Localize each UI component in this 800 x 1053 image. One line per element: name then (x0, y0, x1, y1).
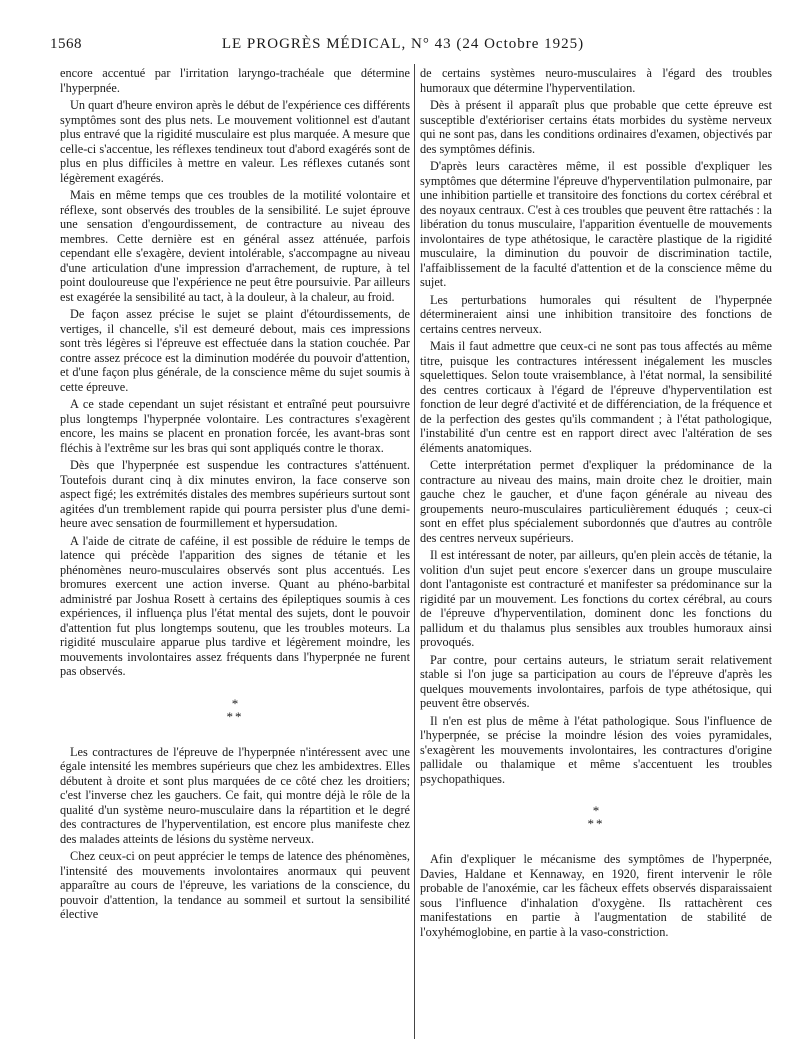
paragraph: Mais en même temps que ces troubles de la motilité volontaire et réflexe, sont observés des troubles de la sensibilité. Le sujet éprouve une sensation d'engourdissement, de contracture au niveau des membres. Cette dernière est en général assez atténuée, parfois cependant elle s'exagère, devient intolérable, s'accompagne au niveau d'une articulation d'une impression d'arrachement, de rupture, à tel point douloureuse que l'expérience ne peut être poursuivie. Par ailleurs est exagérée la sensibilité au tact, à la douleur, à la chaleur, au froid. (60, 188, 410, 304)
page-number: 1568 (50, 36, 82, 52)
paragraph: De façon assez précise le sujet se plaint d'étourdissements, de vertiges, il chancelle, s'il est demeuré debout, mais ces impressions sont très légères si l'épreuve est effectuée dans la station couchée. Par contre assez précoce est la diminution modérée du pouvoir d'attention, et d'une façon plus générale, de la conscience même du sujet soumis à cette épreuve. (60, 307, 410, 394)
paragraph: Par contre, pour certains auteurs, le striatum serait relativement stable si l'on juge sa participation au cours de l'épreuve d'après les quelques mouvements involontaires, parfois de type athétosique, qui peuvent être observés. (420, 652, 772, 710)
paragraph: Il est intéressant de noter, par ailleurs, qu'en plein accès de tétanie, la volition d'un sujet peut encore s'exercer dans un groupe musculaire dont l'antagoniste est contracturé et manifester sa prédominance sur la rigidité par un mouvement. Les fonctions du cortex cérébral, au cours de l'épreuve d'hyperventilation, dominent donc les fonctions du pallidum et du thalamus plus sensibles aux troubles humoraux ainsi provoqués. (420, 548, 772, 649)
paragraph: Il n'en est plus de même à l'état pathologique. Sous l'influence de l'hyperpnée, se précise la moindre lésion des voies pyramidales, s'exagèrent les mouvements involontaires, les contractures d'origine pallidale ou thalamique et même s'accentuent les troubles psychopathiques. (420, 713, 772, 786)
paragraph: Dès que l'hyperpnée est suspendue les contractures s'atténuent. Toutefois durant cinq à dix minutes environ, la face conserve son aspect figé; les extrémités distales des membres supérieurs surtout sont agitées d'un tremblement rapide qui pourra persister plus d'une demi-heure avec sensation de fourmillement et hypersudation. (60, 458, 410, 530)
right-column (420, 66, 772, 1046)
paragraph: Afin d'expliquer le mécanisme des symptômes de l'hyperpnée, Davies, Haldane et Kennaway, en 1920, firent intervenir le rôle probable de l'anoxémie, car les fâcheux effets observés disparaissaient sous l'influence d'inhalation d'oxygène. Ils rattachèrent ces manifestations en partie à l'augmentation de stabilité de l'oxyhémoglobine, en partie à la vaso-constriction. (420, 852, 772, 939)
paragraph: de certains systèmes neuro-musculaires à l'égard des troubles humoraux que détermine l'hyperventilation. (420, 66, 772, 95)
asterisk-bottom: ** (226, 708, 244, 724)
paragraph: Les contractures de l'épreuve de l'hyperpnée n'intéressent avec une égale intensité les membres supérieurs que chez les ambidextres. Elles débutent à droite et sont plus marquées de ce côté chez les droitiers; c'est l'inverse chez les gauchers. Ce fait, qui montre déjà le rôle de la qualité d'un système neuro-musculaire dans la répartition et le degré des contractures de l'hyperventilation, est encore plus manifeste chez des malades atteints de lésions du système nerveux. (60, 744, 410, 846)
paragraph: Un quart d'heure environ après le début de l'expérience ces différents symptômes sont des plus nets. Le mouvement volitionnel est d'autant plus entravé que la rigidité musculaire est plus marquée. A mesure que celle-ci s'accentue, les réflexes tendineux tout d'abord exagérés sont de plus en plus difficiles à mettre en valeur. Les réflexes cutanés sont légèrement exagérés. (60, 98, 410, 185)
asterisk-top: * (231, 695, 239, 711)
paragraph: Cette interprétation permet d'expliquer la prédominance de la contracture au niveau des mains, main droite chez le droitier, main gauche chez le gaucher, et d'une façon générale au niveau des groupements neuro-musculaires particulièrement éduqués ; ceux-ci sont en effet plus spécialement subordonnés que d'autres au contrôle des centres nerveux supérieurs. (420, 458, 772, 545)
paragraph: D'après leurs caractères même, il est possible d'expliquer les symptômes que détermine l'épreuve d'hyperventilation pulmonaire, par une inhibition partielle et transitoire des fonctions du cortex cérébral et des noyaux centraux. C'est à ces troubles que peuvent être rattachés : la libération du tonus musculaire, l'apparition éventuelle de mouvements involontaires de type athétosique, le caractère plastique de la rigidité musculaire, la diminution du pouvoir de discrimination tactile, l'affaiblissement de la faculté d'attention et de la conscience même du sujet. (420, 159, 772, 289)
paragraph: Les perturbations humorales qui résultent de l'hyperpnée détermineraient ainsi une inhibition transitoire des fonctions de certains centres nerveux. (420, 292, 772, 336)
asterisk-top: * (592, 803, 600, 818)
column-divider (414, 64, 415, 1039)
section-separator (60, 697, 410, 723)
running-title: LE PROGRÈS MÉDICAL, N° 43 (24 Octobre 1925) (221, 36, 585, 52)
paragraph: encore accentué par l'irritation laryngo-trachéale que détermine l'hyperpnée. (60, 66, 410, 95)
paragraph: A ce stade cependant un sujet résistant et entraîné peut poursuivre plus longtemps l'hyperpnée volontaire. Les contractures s'exagèrent encore, les mains se placent en pronation forcée, les avant-bras sont fléchis à l'extrême sur les bras qui sont appliqués contre le thorax. (60, 397, 410, 455)
left-column (60, 66, 410, 1046)
paragraph: Dès à présent il apparaît plus que probable que cette épreuve est susceptible d'extérioriser certains états morbides du système nerveux qui ne sont pas, dans les conditions ordinaires d'examen, objectivés par des symptômes définis. (420, 98, 772, 156)
asterisk-bottom: ** (587, 816, 605, 831)
paragraph: Chez ceux-ci on peut apprécier le temps de latence des phénomènes, l'intensité des mouvements involontaires anormaux qui peuvent apparaître au cours de l'épreuve, les variations de la conscience, du pouvoir d'attention, la tendance au sommeil et surtout la sensibilité élective (60, 849, 410, 921)
section-separator (420, 804, 772, 830)
paragraph: A l'aide de citrate de caféine, il est possible de réduire le temps de latence qui précède l'apparition des signes de tétanie et les phénomènes neuro-musculaires observés sont plus accentués. Les bromures exercent une action inverse. Quant au phéno-barbital administré par Joshua Rosett à certains des épileptiques soumis à ces expériences, il influença plus l'état mental des sujets, dont le pouvoir d'attention fut plus longtemps soutenu, que les troubles moteurs. La rigidité musculaire apparue plus tardive et légèrement moindre, les mouvements involontaires assez fréquents dans l'hyperpnée ne furent pas observés. (60, 533, 410, 678)
page-header (50, 36, 756, 60)
paragraph: Mais il faut admettre que ceux-ci ne sont pas tous affectés au même titre, puisque les contractures intéressent inégalement les muscles squelettiques. Selon toute vraisemblance, à l'état normal, la sensibilité des centres corticaux à l'égard de l'épreuve d'hyperventilation est fonction de leur degré d'activité et de différenciation, de la fréquence et de la perfection des gestes qu'ils commandent ; à l'état pathologique, l'instabilité d'un centre est en rapport direct avec l'altération de ses éléments anatomiques. (420, 339, 772, 455)
